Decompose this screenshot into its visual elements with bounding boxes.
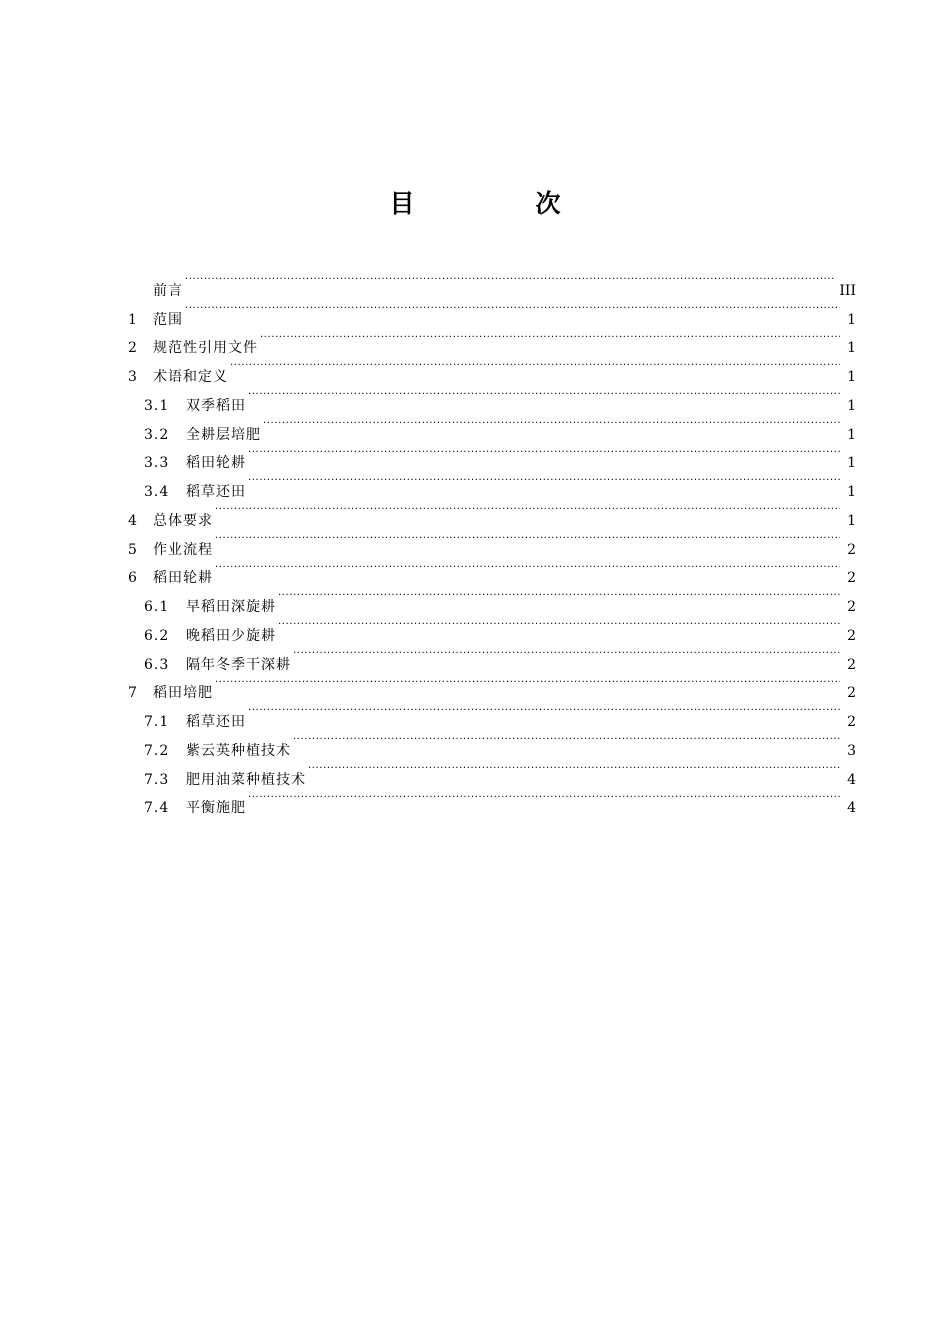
toc-dot-leader — [185, 295, 840, 324]
toc-entry-title: 早稻田深旋耕 — [186, 599, 276, 615]
toc-entry-number: 3.4 — [144, 484, 170, 500]
toc-entry-number: 6.1 — [144, 599, 170, 615]
toc-entry-number: 7.4 — [144, 800, 170, 817]
toc-entry-title: 稻草还田 — [186, 484, 246, 500]
toc-dot-leader — [248, 784, 840, 813]
toc-entry-page: 4 — [847, 800, 856, 817]
toc-dot-leader — [278, 611, 840, 640]
toc-dot-leader — [260, 324, 840, 353]
toc-entry-number: 1 — [128, 311, 137, 328]
toc-dot-leader — [215, 496, 840, 525]
toc-entry-title: 规范性引用文件 — [153, 340, 258, 357]
toc-entry-page: 1 — [847, 369, 856, 385]
toc-entry-title: 平衡施肥 — [186, 800, 246, 817]
toc-entry-number: 5 — [128, 541, 137, 558]
toc-entry[interactable] — [128, 669, 856, 702]
toc-entry-number: 6 — [128, 570, 137, 587]
toc-entry-title: 晚稻田少旋耕 — [186, 627, 276, 644]
toc-entry-number: 7.1 — [144, 714, 170, 730]
toc-list — [128, 266, 856, 817]
toc-dot-leader — [230, 352, 840, 381]
toc-entry-page: 3 — [847, 742, 856, 759]
toc-entry-title: 隔年冬季干深耕 — [186, 656, 291, 673]
toc-dot-leader — [215, 669, 840, 698]
toc-entry-page: 1 — [847, 311, 856, 328]
toc-entry-title: 作业流程 — [153, 541, 213, 558]
toc-dot-leader — [248, 697, 840, 726]
toc-dot-leader — [293, 640, 840, 669]
toc-entry-page: 2 — [847, 599, 856, 615]
toc-entry-page: 2 — [847, 541, 856, 558]
toc-entry-page: 2 — [847, 714, 856, 730]
toc-entry-title: 紫云英种植技术 — [186, 742, 291, 759]
toc-dot-leader — [248, 381, 840, 410]
toc-entry-title: 稻田轮耕 — [186, 455, 246, 472]
toc-entry[interactable] — [128, 324, 856, 357]
toc-entry-number: 6.2 — [144, 627, 170, 644]
toc-entry-page: 2 — [847, 685, 856, 702]
toc-dot-leader — [293, 726, 840, 755]
toc-entry[interactable] — [128, 352, 856, 385]
toc-entry[interactable] — [128, 266, 856, 299]
toc-entry[interactable] — [128, 582, 856, 615]
toc-entry-number: 2 — [128, 340, 137, 357]
toc-entry-page: 1 — [847, 397, 856, 414]
toc-entry-title: 术语和定义 — [153, 369, 228, 385]
toc-entry[interactable] — [128, 697, 856, 730]
toc-dot-leader — [278, 582, 840, 611]
toc-entry-page: 1 — [847, 455, 856, 472]
toc-entry-title: 全耕层培肥 — [186, 426, 261, 443]
toc-entry-title: 总体要求 — [153, 512, 213, 529]
toc-dot-leader — [308, 755, 840, 784]
toc-entry[interactable] — [128, 496, 856, 529]
toc-dot-leader — [248, 467, 840, 496]
toc-entry-number: 7 — [128, 685, 137, 702]
toc-dot-leader — [215, 525, 840, 554]
toc-entry-title: 稻田轮耕 — [153, 570, 213, 587]
toc-dot-leader — [263, 410, 840, 439]
toc-entry-number: 3.3 — [144, 455, 170, 472]
toc-entry-page: 2 — [847, 570, 856, 587]
toc-entry[interactable] — [128, 525, 856, 558]
toc-entry-title: 肥用油菜种植技术 — [186, 771, 306, 788]
toc-entry[interactable] — [128, 554, 856, 587]
toc-entry-number: 3 — [128, 369, 137, 385]
toc-entry-page: 1 — [847, 512, 856, 529]
toc-entry-number: 7.3 — [144, 771, 170, 788]
toc-entry-page: 1 — [847, 340, 856, 357]
toc-entry-page: 1 — [847, 426, 856, 443]
toc-entry-title: 范围 — [153, 311, 183, 328]
toc-entry-number: 3.1 — [144, 397, 170, 414]
toc-entry-number: 3.2 — [144, 426, 170, 443]
toc-entry-page: 2 — [847, 656, 856, 673]
toc-entry-page: 2 — [847, 627, 856, 644]
toc-dot-leader — [248, 439, 840, 468]
toc-entry-page: III — [839, 282, 856, 299]
toc-title: 目 次 — [389, 189, 609, 218]
toc-dot-leader — [215, 554, 840, 583]
toc-entry-title: 稻草还田 — [186, 714, 246, 730]
toc-entry-number: 4 — [128, 512, 137, 529]
toc-entry[interactable] — [128, 381, 856, 414]
toc-entry-page: 4 — [847, 771, 856, 788]
toc-entry-number: 6.3 — [144, 656, 170, 673]
toc-entry-number: 7.2 — [144, 742, 170, 759]
toc-entry-title: 前言 — [153, 282, 183, 299]
toc-entry-title: 双季稻田 — [186, 397, 246, 414]
toc-entry-title: 稻田培肥 — [153, 685, 213, 702]
toc-entry-page: 1 — [847, 484, 856, 500]
toc-entry[interactable] — [128, 295, 856, 328]
toc-dot-leader — [185, 266, 835, 295]
